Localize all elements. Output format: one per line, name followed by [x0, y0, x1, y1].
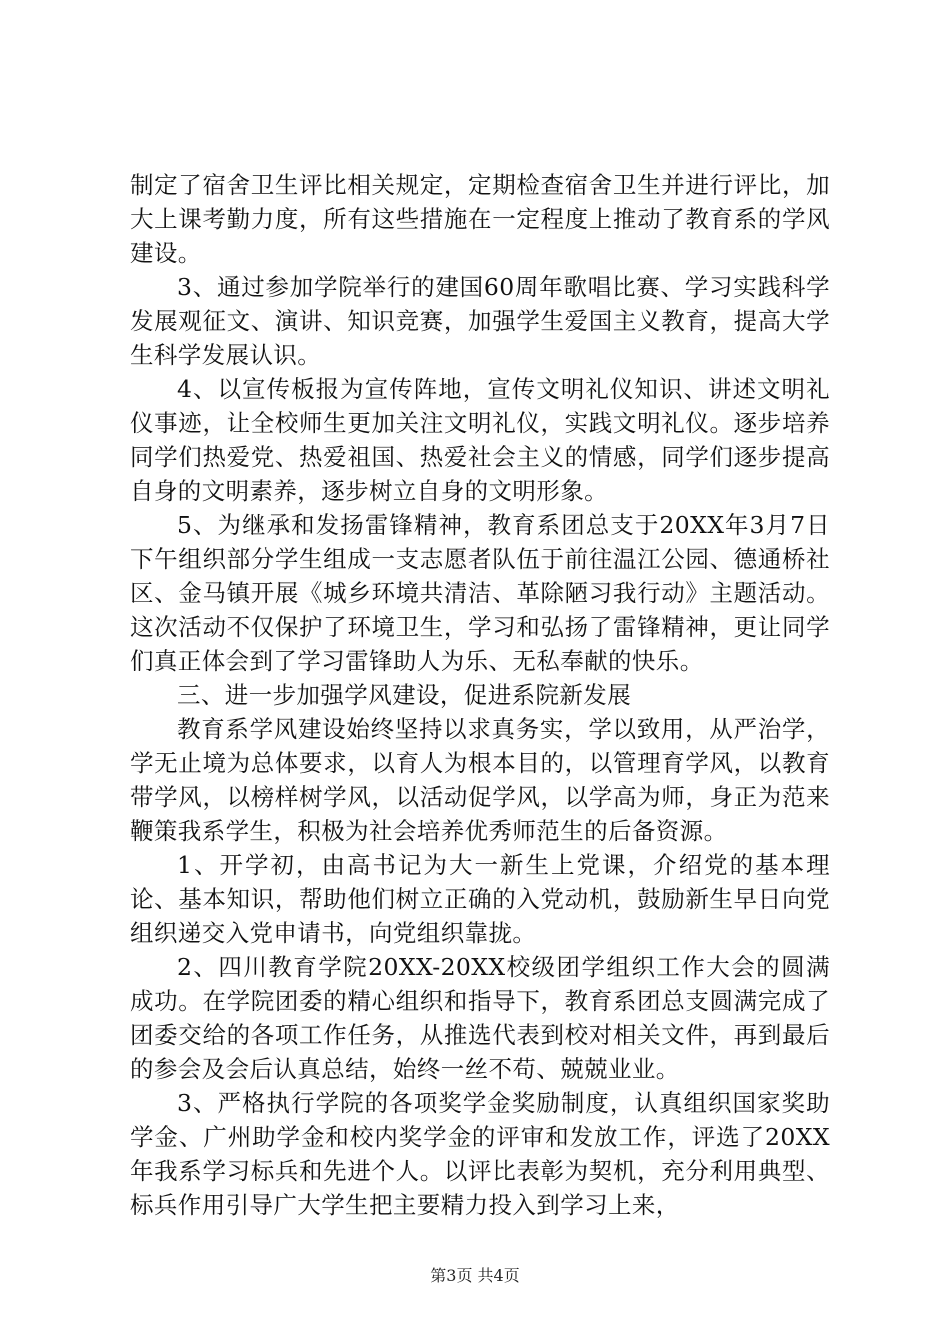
- paragraph-6: 教育系学风建设始终坚持以求真务实，学以致用，从严治学，学无止境为总体要求，以育人为根本目的，以管理育学风，以教育带学风，以榜样树学风，以活动促学风，以学高为师，身正为范来鞭策我系学生，积极为社会培养优秀师范生的后备资源。: [130, 715, 830, 845]
- paragraph-4: 5、为继承和发扬雷锋精神，教育系团总支于20XX年3月7日下午组织部分学生组成一支志愿者队伍于前往温江公园、德通桥社区、金马镇开展《城乡环境共清洁、革除陋习我行动》主题活动。这次活动不仅保护了环境卫生，学习和弘扬了雷锋精神，更让同学们真正体会到了学习雷锋助人为乐、无私奉献的快乐。: [130, 511, 830, 675]
- body-text: [130, 168, 830, 1222]
- paragraph-3: 4、以宣传板报为宣传阵地，宣传文明礼仪知识、讲述文明礼仪事迹，让全校师生更加关注文明礼仪，实践文明礼仪。逐步培养同学们热爱党、热爱祖国、热爱社会主义的情感，同学们逐步提高自身的文明素养，逐步树立自身的文明形象。: [130, 375, 830, 505]
- paragraph-1: 制定了宿舍卫生评比相关规定，定期检查宿舍卫生并进行评比，加大上课考勤力度，所有这些措施在一定程度上推动了教育系的学风建设。: [130, 171, 830, 267]
- paragraph-7: 1、开学初，由高书记为大一新生上党课，介绍党的基本理论、基本知识，帮助他们树立正确的入党动机，鼓励新生早日向党组织递交入党申请书，向党组织靠拢。: [130, 851, 830, 947]
- paragraph-9: 3、严格执行学院的各项奖学金奖励制度，认真组织国家奖助学金、广州助学金和校内奖学金的评审和发放工作，评选了20XX年我系学习标兵和先进个人。以评比表彰为契机，充分利用典型、标兵作用引导广大学生把主要精力投入到学习上来，: [130, 1089, 830, 1219]
- paragraph-2: 3、通过参加学院举行的建国60周年歌唱比赛、学习实践科学发展观征文、演讲、知识竞赛，加强学生爱国主义教育，提高大学生科学发展认识。: [130, 273, 830, 369]
- paragraph-8: 2、四川教育学院20XX-20XX校级团学组织工作大会的圆满成功。在学院团委的精心组织和指导下，教育系团总支圆满完成了团委交给的各项工作任务，从推选代表到校对相关文件，再到最后的参会及会后认真总结，始终一丝不苟、兢兢业业。: [130, 953, 830, 1083]
- section-heading: 三、进一步加强学风建设，促进系院新发展: [177, 681, 632, 709]
- page-footer: 第3页 共4页: [430, 1266, 520, 1285]
